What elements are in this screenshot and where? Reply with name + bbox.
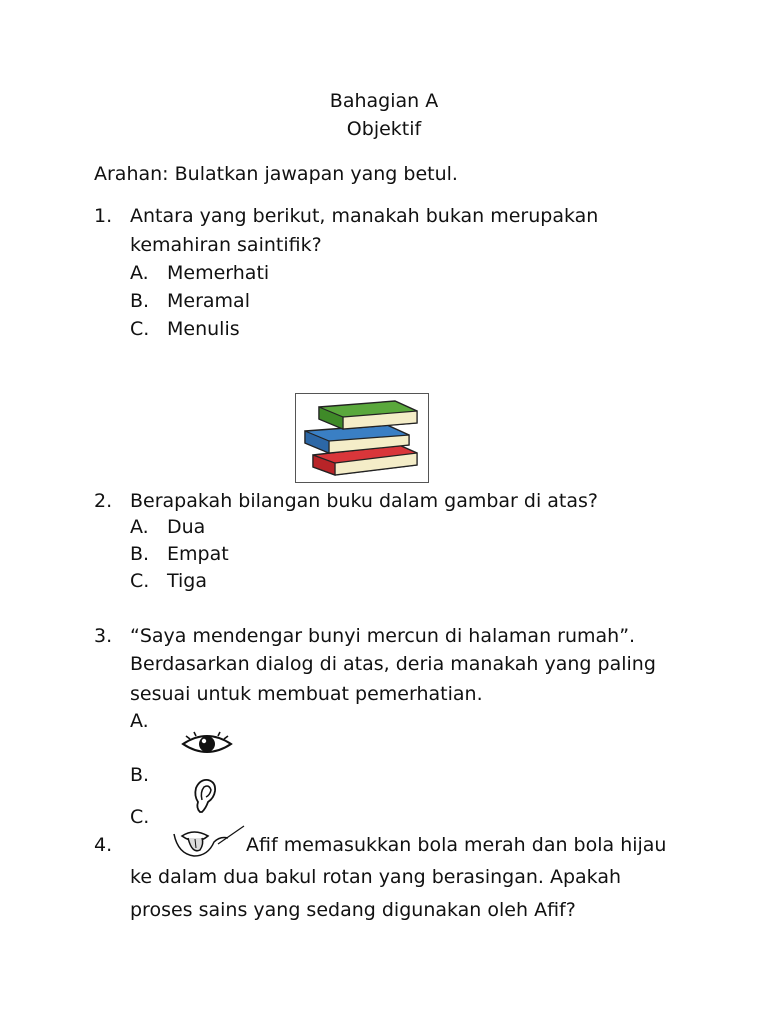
option-label: C.	[130, 806, 150, 828]
question-number: 1.	[94, 205, 113, 227]
books-illustration	[295, 393, 429, 483]
option-label: B.	[130, 290, 150, 312]
option-text: Tiga	[167, 570, 208, 592]
tongue-icon	[172, 826, 246, 860]
option-label: C.	[130, 570, 150, 592]
question-text: Berdasarkan dialog di atas, deria manakah yang paling	[130, 653, 656, 675]
question-number: 2.	[94, 490, 113, 512]
option-label: B.	[130, 543, 150, 565]
option-text: Menulis	[167, 318, 240, 340]
option-label: C.	[130, 318, 150, 340]
eye-icon	[180, 730, 234, 758]
question-text: kemahiran saintifik?	[130, 234, 322, 256]
option-text: Dua	[167, 516, 206, 538]
question-text: Berapakah bilangan buku dalam gambar di atas?	[130, 490, 599, 512]
option-text: Meramal	[167, 290, 250, 312]
question-text: Afif memasukkan bola merah dan bola hijau	[246, 834, 667, 856]
option-label: A.	[130, 262, 149, 284]
section-subtitle: Objektif	[346, 118, 422, 140]
instruction: Arahan: Bulatkan jawapan yang betul.	[94, 163, 458, 185]
question-text: Antara yang berikut, manakah bukan merupakan	[130, 205, 599, 227]
option-label: A.	[130, 710, 149, 732]
option-text: Memerhati	[167, 262, 270, 284]
option-text: Empat	[167, 543, 229, 565]
section-title: Bahagian A	[329, 90, 439, 112]
question-text: “Saya mendengar bunyi mercun di halaman rumah”.	[130, 625, 636, 647]
green-book	[319, 401, 417, 429]
question-number: 3.	[94, 625, 113, 647]
question-text: proses sains yang sedang digunakan oleh Afif?	[130, 899, 576, 921]
ear-icon	[192, 778, 218, 816]
option-label: A.	[130, 516, 149, 538]
question-text: ke dalam dua bakul rotan yang berasingan. Apakah	[130, 866, 622, 888]
option-label: B.	[130, 764, 150, 786]
question-number: 4.	[94, 834, 113, 856]
question-text: sesuai untuk membuat pemerhatian.	[130, 683, 483, 705]
